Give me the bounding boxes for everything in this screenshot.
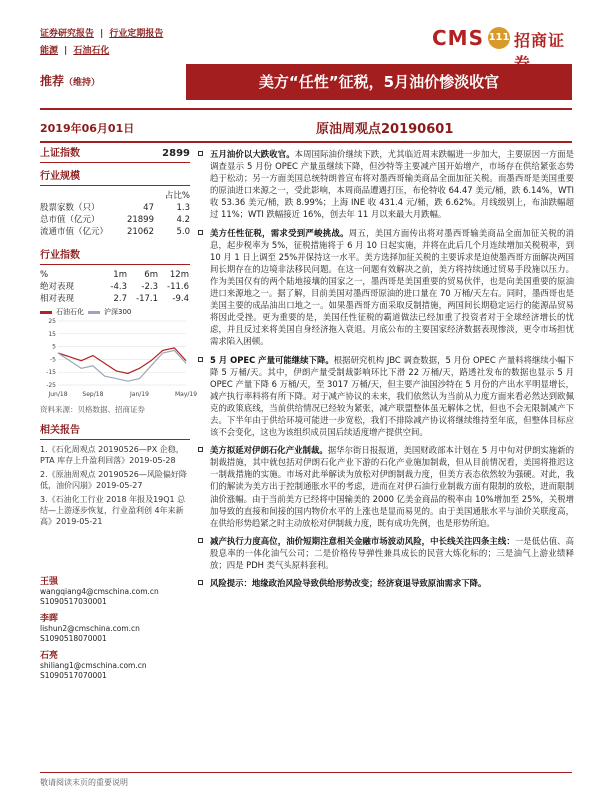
report-body <box>198 148 574 595</box>
series-line-hs300 <box>58 350 186 381</box>
body-paragraph: 5 月 OPEC 产量可能继续下降。根据研究机构 JBC 调查数据，5 月份 OPEC 产量料将继续小幅下降 5 万桶/天。其中，伊朗产量受制裁影响环比下滑 22 万桶/天，路透社发布的数据也显示 5 月 OPEC 产量下降 6 万桶/天，至 3017 万桶/天，但主要产油国沙特在 5 月份的产出水平明显增长，减产执行率料将有所下降。对于减产协议的未来，我们依然认为当前从力度方面来看必然达到欧佩克的政策底线，当前供给情况已经较为紧张，减产联盟整体虽无解体之忧，但也不会无限制减产下去。下半年由于供给环境可能进一步宽松，我们不排除减产协议将继续维持至年底，但整体目标应该不会变化，这也为该组织成员国后续适度增产提供空间。 <box>198 354 574 439</box>
analyst-email[interactable]: shiliang1@cmschina.com.cn <box>40 661 147 670</box>
analyst: 王强 wangqiang4@cmschina.com.cn S1090517030001 <box>40 574 190 607</box>
analyst-email[interactable]: wangqiang4@cmschina.com.cn <box>40 587 159 596</box>
y-tick-label: -5 <box>50 356 56 364</box>
divider <box>40 264 190 265</box>
sector-row <box>40 43 109 56</box>
y-tick-label: -25 <box>46 382 56 389</box>
scale-header <box>40 190 190 202</box>
company-logo <box>432 24 572 52</box>
report-subtitle: 原油周观点20190601 <box>316 122 454 137</box>
divider <box>40 185 190 186</box>
scale-row: 总市值（亿元） 21899 4.2 <box>40 215 190 225</box>
report-category-tag: 行业定期报告 <box>109 29 164 39</box>
separator: | <box>64 46 68 56</box>
industry-tag: 石油石化 <box>73 46 110 56</box>
report-type-tag: 证券研究报告 <box>40 29 95 39</box>
index-label: 上证指数 <box>40 148 80 159</box>
sector-tag: 能源 <box>40 46 59 56</box>
legend-swatch <box>40 311 52 314</box>
report-date: 2019年06月01日 <box>40 122 135 135</box>
body-paragraph: 美方拟延对伊朗石化产业制裁。据华尔街日报报道，美国财政部本计划在 5 月中旬对伊朗实施新的制裁措施，其中就包括对伊朗石化产业下游的石化产业施加制裁，但从目前情况看，美国将推迟这一制裁措施的实施。市场对此举解读为放松对伊朗制裁力度，但美方表态依然较为强硬。对此，我们的解读为美方出于控制通胀水平的考虑，进而在对伊石油行业制裁方面有限制的放松，进而限制油价涨幅。由于当前美方已经将中国输美的 2000 亿美金商品的税率由 10%增加至 25%，关税增加导致的直接和间接的国内物价水平的上涨也是显而易见的。由于美国通胀水平与油价关联度高，在供给形势趋紧之时主动放松对伊制裁力度，既有成功先例，也是形势所迫。 <box>198 444 574 529</box>
y-tick-label: -15 <box>46 369 56 377</box>
related-item[interactable]: 2.《原油周观点 20190526—风险偏好降低，油价闪崩》2019-05-27 <box>40 470 187 490</box>
related-item[interactable]: 1.《石化周观点 20190526—PX 企稳，PTA 库存上升盈利回落》2019-05-28 <box>40 445 184 465</box>
separator: | <box>100 29 104 39</box>
body-paragraph: 美方任性征税，需求受到严峻挑战。周五，美国方面传出将对墨西哥输美商品全面加征关税的消息，起步税率为 5%，征税措施将于 6 月 10 日起实施，并将在此后几个月连续增加关税税率，到 10 月 1 日上调至 25%并保持这一水平。美方选择加征关税的主要诉求是迫使墨西哥方面解决两国间长期存在的边境非法移民问题。在这一问题有效解决之前，美方将持续通过贸易手段施以压力。作为美国仅有的两个陆地接壤的国家之一，墨西哥是美国重要的贸易伙伴，也是向美国重要的原油进口来源地之一。据了解，目前美国对墨西哥原油的进口量在 70 万桶/天左右。同时，墨西哥也是美国主要的成品油出口地之一。如果墨西哥方面采取反制措施，两国间长期稳定运行的能源品贸易将因此受挫。更为重要的是，美国任性征税的霸道做法已经加重了投资者对于全球经济增长的忧虑，并且反过来将美国自身经济拖入衰退。月底公布的主要国家经济数据表现惨淡，更令市场担忧需求陷入困顿。 <box>198 227 574 348</box>
divider <box>40 439 190 440</box>
sidebar <box>40 148 198 681</box>
bullet-icon <box>198 580 203 585</box>
footer-note: 敬请阅读末页的重要说明 <box>40 778 128 787</box>
bullet-icon <box>198 538 203 543</box>
x-tick-label: May/19 <box>174 391 198 398</box>
logo-cms-text: CMS <box>432 26 484 50</box>
scale-title: 行业规模 <box>40 171 80 182</box>
y-tick-label: 5 <box>52 343 56 351</box>
index-row <box>40 148 190 160</box>
legend-label: 沪深300 <box>104 308 132 316</box>
index-chart <box>40 317 198 399</box>
rating-main: 推荐 <box>40 74 65 88</box>
bullet-icon <box>198 357 203 362</box>
scale-header-pct: 占比% <box>164 191 190 201</box>
divider <box>40 162 190 163</box>
body-paragraph: 减产执行力度高位，油价短期注意相关金融市场波动风险，中长线关注四条主线：一是低估值、高股息率的一体化油气公司；二是价格传导弹性兼具成长的民营大炼化标的；三是油气上游业绩释放；四是 PDH 类气头原料套利。 <box>198 535 574 571</box>
rating-sub: （维持） <box>64 78 101 88</box>
analyst: 李晖 lishun2@cmschina.com.cn S1090518070001 <box>40 611 190 644</box>
report-title-banner: 美方“任性”征税，5月油价惨淡收官 <box>186 64 572 100</box>
logo-cn-text: 招商证 <box>514 31 566 50</box>
scale-row: 流通市值（亿元） 21062 5.0 <box>40 227 190 237</box>
legend-label: 石油石化 <box>56 308 84 316</box>
x-tick-label: Jun/18 <box>48 391 68 398</box>
index-value: 2899 <box>162 148 190 159</box>
body-paragraph: 五月油价以大跌收官。本周国际油价继续下跌，尤其临近周末跌幅进一步加大，主要原因一方面是调查显示 5 月份 OPEC 产量虽继续下降，但沙特等主要减产国开始增产，市场存在供给紧张态势趋于松动；另一方面美国总统特朗普宣布将对墨西哥输美商品全面加征关税。而墨西哥是美国重要的原油进口来源之一，受此影响，本周商品遭遇打压，布伦特收 64.47 美元/桶，跌 6.14%，WTI 收 53.36 美元/桶，跌 8.99%；上海 INE 收 431.4 元/桶，跌 6.62%。月线级别上，布油跌幅超过 11%；WTI 跌幅接近 16%，创去年 11 月以来最大月跌幅。 <box>198 148 574 221</box>
y-tick-label: 15 <box>48 330 56 338</box>
bullet-icon <box>198 447 203 452</box>
x-tick-label: Sep/18 <box>82 391 104 398</box>
logo-badge: 111 <box>488 27 510 49</box>
body-paragraph: 风险提示：地缘政治风险导致供给形势改变；经济衰退导致原油需求下降。 <box>198 577 574 589</box>
analyst: 石亮 shiliang1@cmschina.com.cn S1090517070001 <box>40 648 190 681</box>
chart-legend <box>40 307 190 317</box>
chart-source: 资料来源：贝格数据、招商证券 <box>40 405 145 414</box>
divider <box>40 772 572 773</box>
y-tick-label: 25 <box>48 318 56 325</box>
rating <box>40 72 100 89</box>
report-type-row <box>40 26 163 39</box>
perf-row: 绝对表现 -4.3 -2.3 -11.6 <box>40 282 189 292</box>
perf-header: % 1m 6m 12m <box>40 270 189 280</box>
perf-title: 行业指数 <box>40 250 80 261</box>
perf-row: 相对表现 2.7 -17.1 -9.4 <box>40 294 189 304</box>
bullet-icon <box>198 151 203 156</box>
legend-swatch <box>88 311 100 314</box>
analyst-email[interactable]: lishun2@cmschina.com.cn <box>40 624 140 633</box>
divider <box>40 141 572 143</box>
related-item[interactable]: 3.《石油化工行业 2018 年报及19Q1 总结—上游逐步恢复，行业盈利创 4年来新高》2019-05-21 <box>40 495 186 526</box>
x-tick-label: Jan/19 <box>130 391 149 398</box>
scale-row: 股票家数（只） 47 1.3 <box>40 203 190 213</box>
bullet-icon <box>198 230 203 235</box>
divider <box>40 108 572 110</box>
related-title: 相关报告 <box>40 425 80 436</box>
